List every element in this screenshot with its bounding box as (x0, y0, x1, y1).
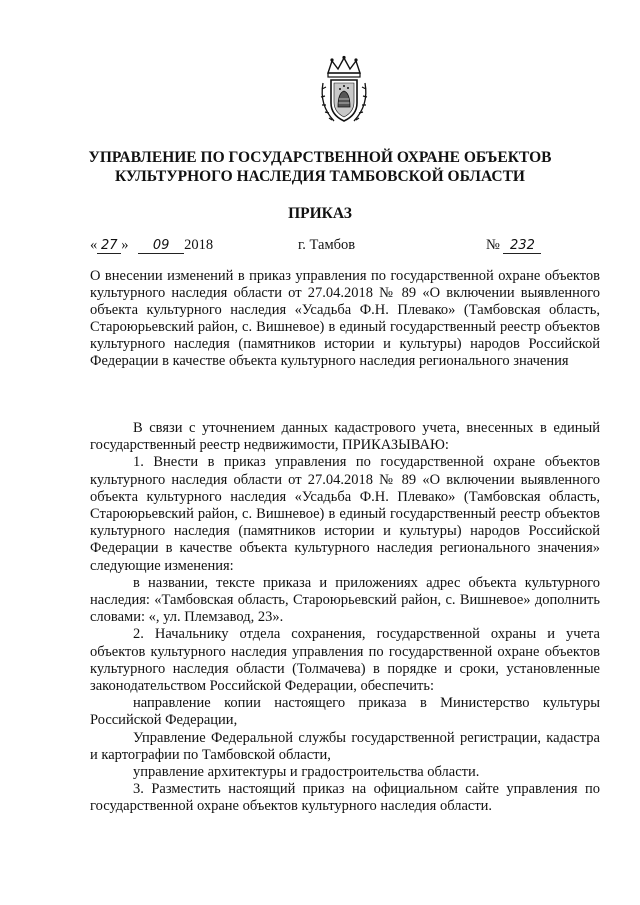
date-open-quote: « (90, 237, 98, 253)
date-year: 2018 (184, 237, 214, 253)
document-number (486, 236, 541, 254)
tambov-oblast-coat-of-arms-icon (316, 55, 372, 127)
item-2-paragraph: 2. Начальнику отдела сохранения, государственной охраны и учета объектов культурного наследия управления по государственной охране объектов культурного наследия области (Толмачева) в порядке и сроки, установленные законодательством Российской Федерации, обеспечить: (90, 626, 600, 695)
item-1-sub-paragraph: в названии, тексте приказа и приложениях адрес объекта культурного наследия: «Тамбовская область, Староюрьевский район, с. Вишневое» дополнить словами: «, ул. Племзавод, 23». (90, 574, 600, 626)
item-3-paragraph: 3. Разместить настоящий приказ на официальном сайте управления по государственной охране объектов культурного наследия области. (90, 781, 600, 815)
document-date (90, 236, 213, 254)
item-1-paragraph: 1. Внести в приказ управления по государственной охране объектов культурного наследия области от 27.04.2018 № 89 «О включении выявленного объекта культурного наследия «Усадьба Ф.Н. Плевако» (Тамбовская область, Староюрьевский район, с. Вишневое) в единый государственный реестр объектов культурного наследия (памятников истории и культуры) народов Российской Федерации в качестве объекта культурного наследия регионального значения» следующие изменения: (90, 454, 600, 574)
organization-line-1: УПРАВЛЕНИЕ ПО ГОСУДАРСТВЕННОЙ ОХРАНЕ ОБЪЕКТОВ (88, 149, 552, 166)
document-body (90, 420, 600, 816)
item-2a-paragraph: направление копии настоящего приказа в Министерство культуры Российской Федерации, (90, 695, 600, 729)
document-title: ПРИКАЗ (288, 205, 352, 222)
date-month-handwritten: 09 (138, 239, 184, 254)
document-city: г. Тамбов (298, 237, 356, 253)
preamble-paragraph: В связи с уточнением данных кадастрового учета, внесенных в единый государственный реестр недвижимости, ПРИКАЗЫВАЮ: (90, 420, 600, 454)
organization-name (60, 148, 580, 186)
date-close-quote: » (121, 237, 129, 253)
date-day-handwritten: 27 (97, 239, 121, 254)
document-subject: О внесении изменений в приказ управления по государственной охране объектов культурного наследия области от 27.04.2018 № 89 «О включении выявленного объекта культурного наследия «Усадьба Ф.Н. Плевако» (Тамбовская область, Староюрьевский район, с. Вишневое) в единый государственный реестр объектов культурного наследия (памятников истории и культуры) народов Российской Федерации в качестве объекта культурного наследия регионального значения (90, 268, 600, 369)
item-2c-paragraph: управление архитектуры и градостроительства области. (133, 764, 480, 781)
item-2b-paragraph: Управление Федеральной службы государственной регистрации, кадастра и картографии по Тамбовской области, (90, 729, 600, 763)
number-handwritten: 232 (503, 239, 541, 254)
organization-line-2: КУЛЬТУРНОГО НАСЛЕДИЯ ТАМБОВСКОЙ ОБЛАСТИ (115, 168, 525, 185)
number-label: № (486, 237, 500, 253)
